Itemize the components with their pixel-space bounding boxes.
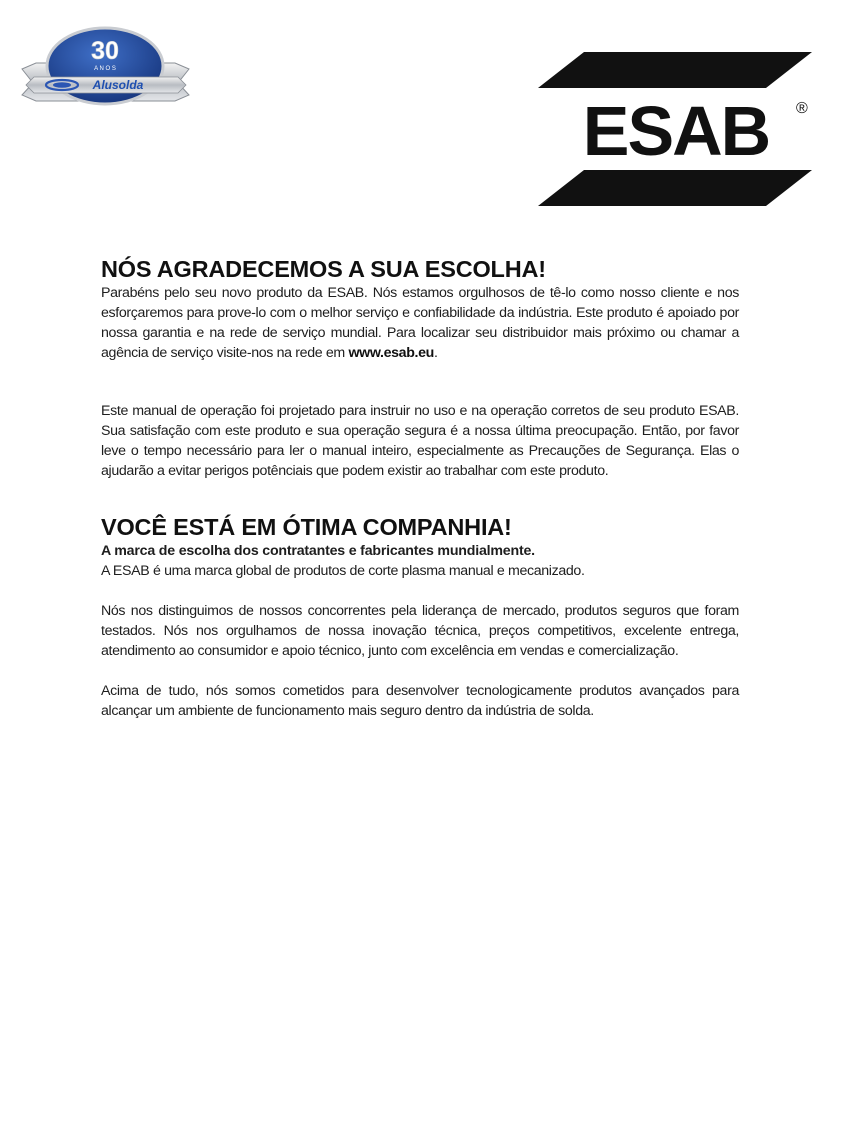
registered-mark: ® [796, 100, 808, 117]
alusolda-30-anos-badge-logo [18, 25, 193, 115]
badge-number: 30 [91, 37, 119, 65]
badge-years-label: A N O S [94, 66, 116, 72]
paragraph-distinguish: Nós nos distinguimos de nossos concorrentes pela liderança de mercado, produtos seguros que foram testados. Nós nos orgulhamos de nossa inovação técnica, preços competitivos, excelente entrega, atendimento ao consumidor e apoio técnico, junto com excelência em vendas e comercialização. [101, 603, 739, 659]
heading-thank-you: NÓS AGRADECEMOS A SUA ESCOLHA! [101, 256, 546, 282]
badge-brand: Alusolda [92, 78, 144, 92]
subheading-brand-choice: A marca de escolha dos contratantes e fabricantes mundialmente. [101, 543, 535, 559]
esab-logo-text: ESAB [582, 92, 770, 170]
paragraph-commitment: Acima de tudo, nós somos cometidos para desenvolver tecnologicamente produtos avançados para alcançar um ambiente de funcionamento mais seguro dentro da indústria de solda. [101, 683, 739, 719]
esab-website-link[interactable]: www.esab.eu [348, 345, 434, 361]
paragraph-manual-purpose: Este manual de operação foi projetado para instruir no uso e na operação corretos de seu produto ESAB. Sua satisfação com este produto e sua operação segura é a nossa última preocupação. Então, por favor leve o tempo necessário para ler o manual inteiro, especialmente as Precauções de Segurança. Elas o ajudarão a evitar perigos potênciais que podem existir ao trabalhar com este produto. [101, 403, 739, 479]
paragraph-congratulations [101, 283, 739, 363]
paragraph-congratulations-text: Parabéns pelo seu novo produto da ESAB. Nós estamos orgulhosos de tê-lo como nosso cliente e nos esforçaremos para prove-lo com o melhor serviço e confiabilidade da indústria. Este produto é apoiado por nossa garantia e na rede de serviço mundial. Para localizar seu distribuidor mais próximo ou chamar a agência de serviço visite-nos na rede em [101, 285, 739, 361]
paragraph-congratulations-end: . [433, 345, 438, 361]
document-body [101, 255, 739, 721]
paragraph-global-brand: A ESAB é uma marca global de produtos de corte plasma manual e mecanizado. [101, 563, 585, 579]
esab-logo [538, 52, 818, 208]
heading-good-company: VOCÊ ESTÁ EM ÓTIMA COMPANHIA! [101, 514, 512, 540]
